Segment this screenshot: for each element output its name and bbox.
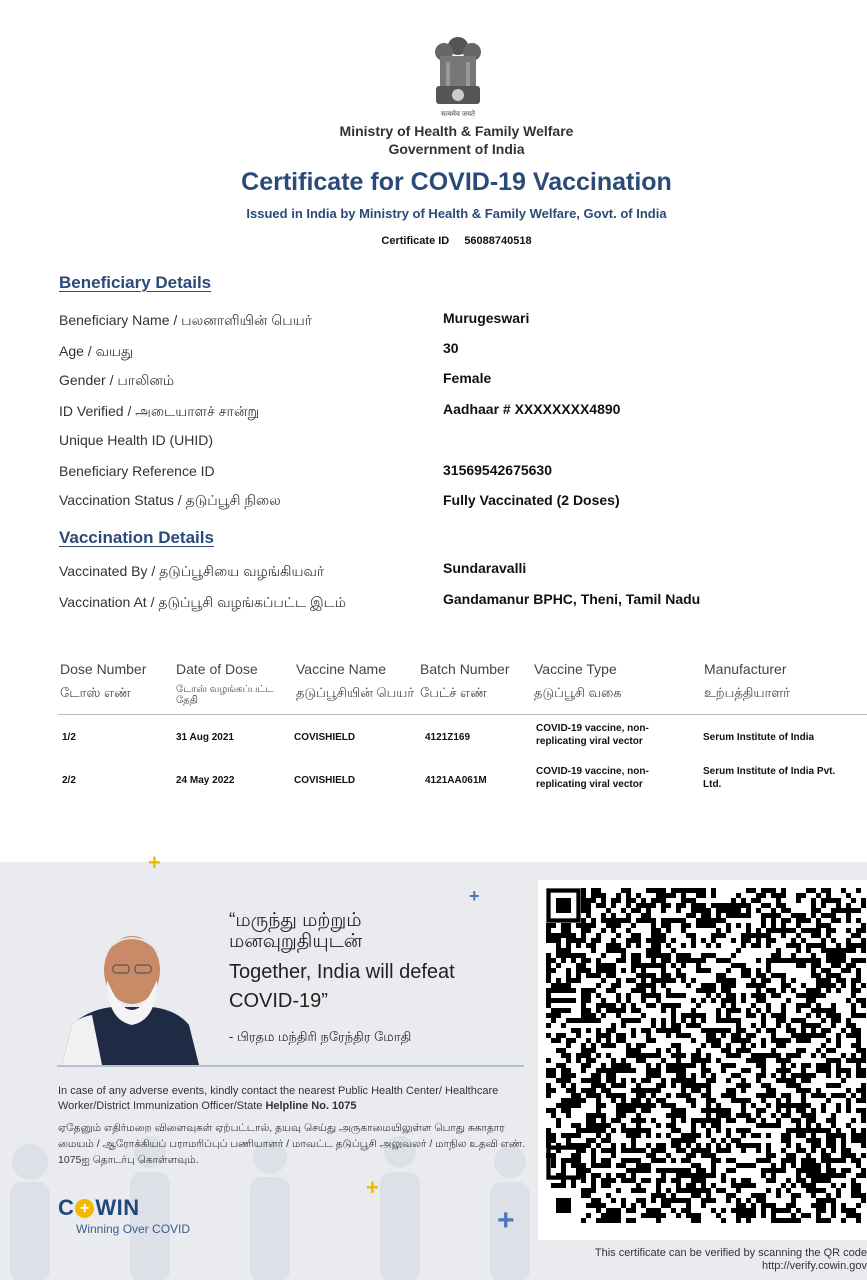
id-verified-value: Aadhaar # XXXXXXXX4890 (443, 401, 621, 417)
prime-minister-portrait (57, 925, 207, 1065)
age-value: 30 (443, 340, 459, 356)
col-header-manufacturer: Manufacturer (704, 661, 787, 677)
manufacturer: Serum Institute of India (703, 732, 815, 743)
col-header-type-ta: தடுப்பூசி வகை (534, 685, 622, 700)
beneficiary-name-value: Murugeswari (443, 310, 530, 326)
cowin-logo-text: WIN (95, 1195, 140, 1220)
col-header-dose-number-ta: டோஸ் எண் (60, 685, 131, 700)
national-emblem-icon (430, 32, 486, 120)
cowin-logo-c: C (58, 1195, 75, 1220)
dose-number: 1/2 (62, 732, 76, 743)
government-label: Government of India (388, 141, 525, 157)
plus-icon: + (366, 1175, 379, 1200)
gender-value: Female (443, 370, 492, 386)
quote-divider (57, 1065, 524, 1067)
page-subtitle: Issued in India by Ministry of Health & Family Welfare, Govt. of India (246, 206, 667, 221)
col-header-manufacturer-ta: உற்பத்தியாளர் (704, 685, 790, 700)
col-header-date: Date of Dose (176, 661, 258, 677)
quote-tamil: “மருந்து மற்றும் மனவுறுதியுடன் (229, 910, 363, 952)
dose-date: 31 Aug 2021 (176, 732, 234, 743)
adverse-events-note-tamil: ஏதேனும் எதிர்மறை விளைவுகள் ஏற்பட்டால், தயவு செய்து அருகாமையிலுள்ள பொது சுகாதார மையம் / ஆரோக்கியப் பராமரிப்புப் பணியாளர் / மாவட்ட தடுப்பூசி அலுவலர் / மாநில உதவி எண். 1075ஐ தொடர்பு கொள்ளவும். (58, 1122, 526, 1166)
certificate-id (0, 235, 867, 247)
beneficiary-name-label: Beneficiary Name / பலனாளியின் பெயர் (59, 312, 313, 328)
vaccinated-by-label: Vaccinated By / தடுப்பூசியை வழங்கியவர் (59, 563, 325, 579)
col-header-dose-number: Dose Number (60, 661, 147, 677)
manufacturer: Serum Institute of India Pvt. Ltd. (703, 766, 836, 790)
vaccination-details-heading: Vaccination Details (59, 528, 214, 547)
certificate-id-value: 56088740518 (464, 235, 532, 247)
ministry-label: Ministry of Health & Family Welfare (339, 123, 574, 139)
vaccinated-by-value: Sundaravalli (443, 560, 527, 576)
page-title: Certificate for COVID-19 Vaccination (241, 168, 672, 196)
certificate-id-label: Certificate ID (381, 235, 450, 247)
adverse-events-text: In case of any adverse events, kindly contact the nearest Public Health Center/ Healthcare Worker/District Immunization Officer/State (58, 1085, 499, 1112)
plus-icon: + (469, 886, 480, 906)
verify-text: This certificate can be verified by scanning the QR code (594, 1247, 867, 1259)
batch-number: 4121Z169 (425, 732, 471, 743)
qr-code[interactable] (538, 880, 867, 1240)
age-label: Age / வயது (59, 343, 134, 359)
col-header-vaccine-name-ta: தடுப்பூசியின் பெயர் (296, 685, 415, 700)
beneficiary-details-heading: Beneficiary Details (59, 273, 212, 292)
cowin-logo (58, 1195, 140, 1221)
vaccination-at-value: Gandamanur BPHC, Theni, Tamil Nadu (443, 591, 701, 607)
vaccine-name: COVISHIELD (294, 775, 356, 786)
col-header-batch-ta: பேட்ச் எண் (420, 685, 487, 700)
reference-id-value: 31569542675630 (443, 462, 553, 478)
col-header-date-ta: டோஸ் வழங்கப்பட்ட தேதி (176, 684, 274, 706)
plus-icon: + (148, 850, 161, 875)
qr-code-icon (546, 888, 866, 1223)
helpline-number: Helpline No. 1075 (265, 1100, 357, 1112)
quote-attribution: - பிரதம மந்திரி நரேந்திர மோதி (229, 1029, 412, 1044)
col-header-batch: Batch Number (420, 661, 510, 677)
col-header-type: Vaccine Type (534, 661, 617, 677)
quote-english: Together, India will defeat COVID-19” (229, 961, 455, 1012)
verify-url[interactable]: http://verify.cowin.gov (762, 1260, 867, 1272)
plus-icon: + (497, 1204, 515, 1237)
adverse-events-note (58, 1084, 528, 1114)
table-header-divider (58, 714, 867, 715)
reference-id-label: Beneficiary Reference ID (59, 463, 215, 479)
dose-number: 2/2 (62, 775, 76, 786)
batch-number: 4121AA061M (425, 775, 487, 786)
cowin-tagline: Winning Over COVID (76, 1222, 191, 1236)
gender-label: Gender / பாலினம் (59, 372, 175, 388)
vaccine-type: COVID-19 vaccine, non-replicating viral vector (536, 766, 649, 790)
vaccination-status-label: Vaccination Status / தடுப்பூசி நிலை (59, 492, 281, 508)
col-header-vaccine-name: Vaccine Name (296, 661, 387, 677)
vaccination-status-value: Fully Vaccinated (2 Doses) (443, 492, 620, 508)
verify-note (540, 1247, 867, 1273)
ministry-name (0, 122, 867, 158)
id-verified-label: ID Verified / அடையாளச் சான்று (59, 403, 260, 419)
uhid-label: Unique Health ID (UHID) (59, 432, 214, 448)
vaccination-at-label: Vaccination At / தடுப்பூசி வழங்கப்பட்ட இடம் (59, 594, 346, 610)
vaccine-name: COVISHIELD (294, 732, 356, 743)
dose-date: 24 May 2022 (176, 775, 235, 786)
svg-text:सत्यमेव जयते: सत्यमेव जयते (440, 111, 476, 118)
vaccine-type: COVID-19 vaccine, non-replicating viral vector (536, 723, 649, 747)
cowin-plus-icon: + (75, 1199, 94, 1218)
